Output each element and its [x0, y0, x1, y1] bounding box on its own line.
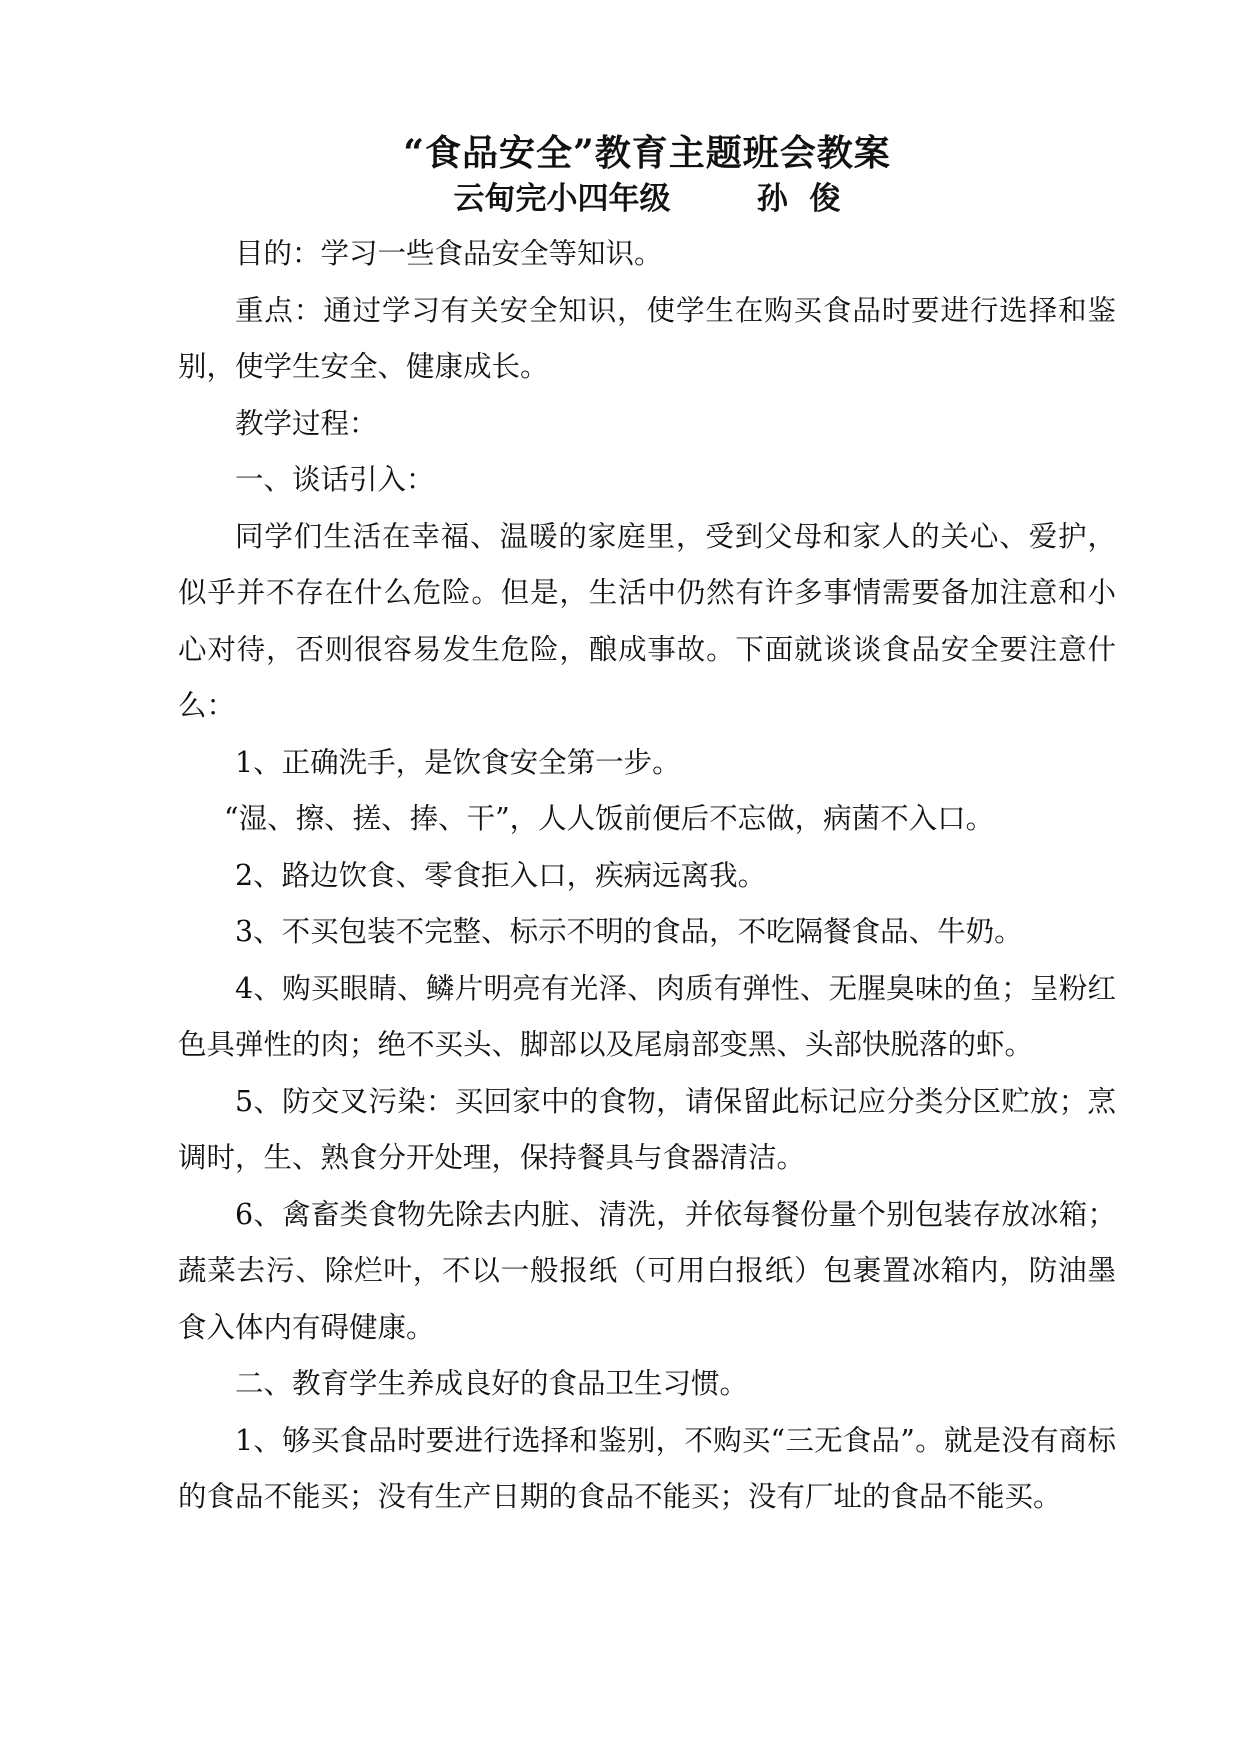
paragraph-item-6: 6、禽畜类食物先除去内脏、清洗，并依每餐份量个别包装存放冰箱；蔬菜去污、除烂叶，不以一般报纸（可用白报纸）包裹置冰箱内，防油墨食入体内有碍健康。 — [178, 1197, 1116, 1344]
paragraph-section-one-heading: 一、谈话引入： — [235, 463, 435, 496]
paragraph-section-two-heading: 二、教育学生养成良好的食品卫生习惯。 — [235, 1367, 749, 1400]
paragraph-item-5: 5、防交叉污染：买回家中的食物，请保留此标记应分类分区贮放；烹调时，生、熟食分开处理，保持餐具与食器清洁。 — [178, 1084, 1116, 1174]
document-page — [178, 128, 1116, 1526]
paragraph-item-2: 2、路边饮食、零食拒入口，疾病远离我。 — [235, 858, 767, 892]
paragraph-item-1-detail: “湿、擦、搓、捧、干”，人人饭前便后不忘做，病菌不入口。 — [224, 802, 995, 835]
document-subtitle: 云甸完小四年级 孙 俊 — [453, 181, 841, 217]
paragraph-section-two-item-1: 1、够买食品时要进行选择和鉴别，不购买“三无食品”。就是没有商标的食品不能买；没有生产日期的食品不能买；没有厂址的食品不能买。 — [178, 1423, 1116, 1513]
paragraph-process-heading: 教学过程： — [235, 406, 378, 440]
paragraph-item-1: 1、正确洗手，是饮食安全第一步。 — [235, 745, 681, 779]
paragraph-focus: 重点：通过学习有关安全知识，使学生在购买食品时要进行选择和鉴别，使学生安全、健康成长。 — [178, 293, 1116, 383]
paragraph-item-4: 4、购买眼睛、鳞片明亮有光泽、肉质有弹性、无腥臭味的鱼；呈粉红色具弹性的肉；绝不买头、脚部以及尾扇部变黑、头部快脱落的虾。 — [178, 971, 1116, 1061]
document-title: “食品安全”教育主题班会教案 — [403, 132, 891, 174]
paragraph-introduction: 同学们生活在幸福、温暖的家庭里，受到父母和家人的关心、爱护，似乎并不存在什么危险。但是，生活中仍然有许多事情需要备加注意和小心对待，否则很容易发生危险，酿成事故。下面就谈谈食品安全要注意什么： — [178, 519, 1116, 722]
paragraph-purpose: 目的：学习一些食品安全等知识。 — [235, 237, 663, 270]
paragraph-item-3: 3、不买包装不完整、标示不明的食品，不吃隔餐食品、牛奶。 — [235, 915, 1023, 948]
